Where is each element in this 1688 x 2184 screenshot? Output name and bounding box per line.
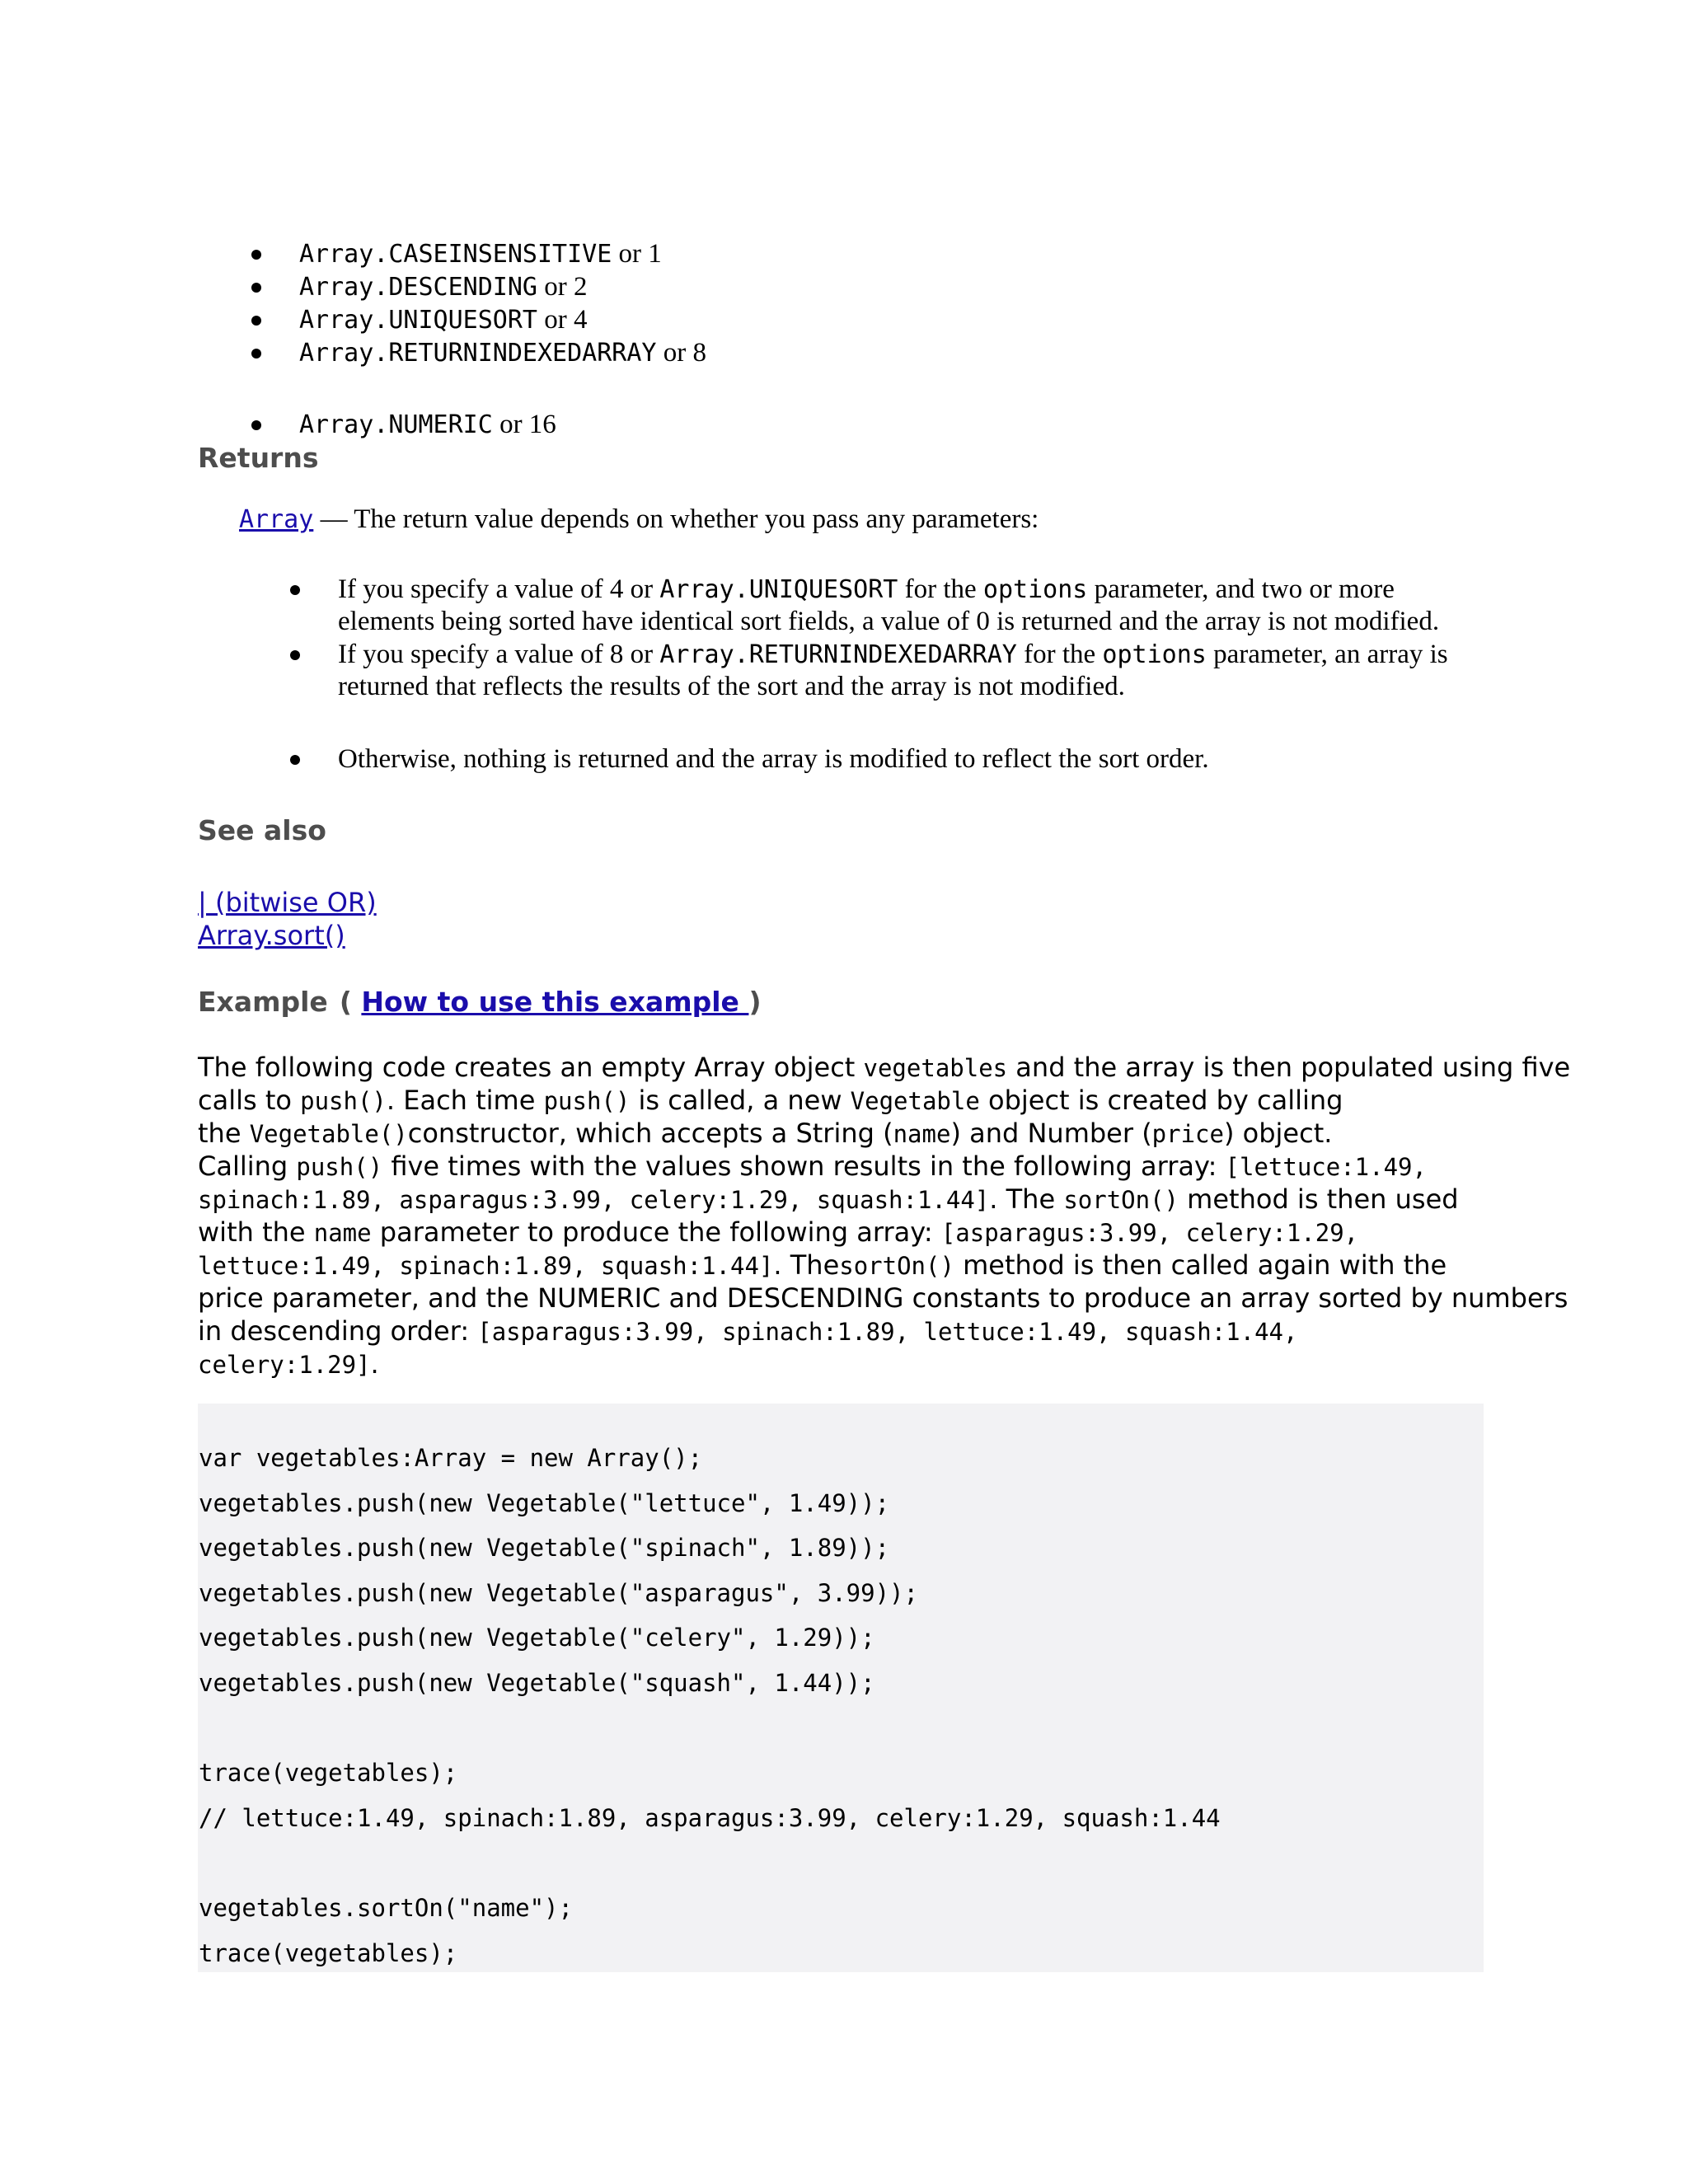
inline-code: [asparagus:3.99, celery:1.29, xyxy=(940,1219,1359,1247)
text: parameter, and two or more xyxy=(1087,574,1395,604)
bullet xyxy=(251,316,261,326)
paren: ) xyxy=(748,986,762,1018)
text: with the xyxy=(198,1216,314,1248)
paren: ( xyxy=(339,986,362,1018)
code-text: options xyxy=(1102,640,1207,669)
returns-item-2-line-1 xyxy=(338,640,1448,670)
code-line: vegetables.push(new Vegetable("spinach", 1.89)); xyxy=(199,1534,890,1563)
text: . The xyxy=(989,1183,1064,1215)
list-item xyxy=(299,305,587,335)
option-value: or 16 xyxy=(492,410,556,439)
option-value: or 2 xyxy=(537,272,588,302)
text: and the array is then populated using five xyxy=(1007,1052,1571,1083)
option-code: Array.RETURNINDEXEDARRAY xyxy=(299,339,657,368)
text: for the xyxy=(898,574,983,604)
text: in descending order: xyxy=(198,1315,478,1347)
inline-code: name xyxy=(893,1120,951,1148)
example-paragraph-line xyxy=(198,1216,1358,1248)
see-also-link-bitwise-or[interactable] xyxy=(198,887,377,918)
bullet xyxy=(251,250,261,260)
example-paragraph-line xyxy=(198,1151,1427,1182)
how-to-use-example-link[interactable]: How to use this example xyxy=(361,986,749,1018)
bullet xyxy=(290,650,300,660)
array-type-link[interactable]: Array xyxy=(239,505,314,534)
example-paragraph-line xyxy=(198,1118,1332,1149)
bullet xyxy=(251,283,261,293)
example-title: Example xyxy=(198,986,328,1018)
returns-item-2-line-2: returned that reflects the results of the sort and the array is not modified. xyxy=(338,672,1125,701)
option-code: Array.NUMERIC xyxy=(299,410,493,439)
inline-code: vegetables xyxy=(863,1054,1008,1082)
example-paragraph-line xyxy=(198,1315,1297,1347)
code-line: trace(vegetables); xyxy=(199,1938,458,1967)
example-paragraph-line xyxy=(198,1249,1447,1281)
returns-item-3: Otherwise, nothing is returned and the array is modified to reflect the sort order. xyxy=(338,744,1209,774)
returns-intro xyxy=(239,504,1039,535)
text: . xyxy=(370,1348,379,1380)
text: five times with the values shown results in the following array: xyxy=(382,1151,1226,1182)
bullet xyxy=(251,349,261,359)
text: ) object. xyxy=(1223,1118,1333,1149)
text: object is created by calling xyxy=(979,1085,1343,1116)
inline-code: lettuce:1.49, spinach:1.89, squash:1.44] xyxy=(198,1252,774,1280)
inline-code: [asparagus:3.99, spinach:1.89, lettuce:1.49, squash:1.44, xyxy=(477,1318,1298,1346)
option-value: or 1 xyxy=(612,239,662,269)
inline-code: push() xyxy=(543,1087,631,1115)
text: calls to xyxy=(198,1085,301,1116)
example-paragraph-line xyxy=(198,1183,1459,1215)
text: If you specify a value of 8 or xyxy=(338,640,660,669)
code-line: vegetables.push(new Vegetable("squash", 1.44)); xyxy=(199,1669,875,1697)
option-value: or 8 xyxy=(656,338,706,368)
inline-code: push() xyxy=(300,1087,387,1115)
text: price parameter, and the NUMERIC and DESCENDING constants to produce an array sorted by numbers xyxy=(198,1282,1568,1314)
inline-code: Vegetable xyxy=(850,1087,980,1115)
inline-code: push() xyxy=(296,1153,383,1181)
text: is called, a new xyxy=(630,1085,851,1116)
list-item xyxy=(299,410,556,440)
example-heading xyxy=(198,986,762,1018)
list-item xyxy=(299,272,587,302)
text: the xyxy=(198,1118,250,1149)
bullet xyxy=(290,585,300,595)
text: ) and Number ( xyxy=(950,1118,1152,1149)
option-value: or 4 xyxy=(537,305,588,335)
example-paragraph-line xyxy=(198,1348,379,1380)
code-line: var vegetables:Array = new Array(); xyxy=(199,1444,703,1472)
inline-code: sortOn() xyxy=(1063,1186,1179,1214)
inline-code: celery:1.29] xyxy=(198,1351,371,1379)
inline-code: spinach:1.89, asparagus:3.99, celery:1.29, squash:1.44] xyxy=(198,1186,990,1214)
inline-code: [lettuce:1.49, xyxy=(1225,1153,1427,1181)
code-text: options xyxy=(982,575,1088,604)
code-text: Array.UNIQUESORT xyxy=(659,575,898,604)
see-also-heading: See also xyxy=(198,814,326,846)
text: for the xyxy=(1016,640,1103,669)
returns-intro-text: — The return value depends on whether you pass any parameters: xyxy=(313,504,1039,534)
array-sort-link[interactable]: Array.sort() xyxy=(198,920,345,951)
example-paragraph-line xyxy=(198,1085,1343,1116)
bitwise-or-link[interactable]: | (bitwise OR) xyxy=(198,887,377,918)
code-line: vegetables.push(new Vegetable("asparagus", 3.99)); xyxy=(199,1578,918,1607)
code-line: vegetables.push(new Vegetable("lettuce", 1.49)); xyxy=(199,1488,890,1517)
text: . Each time xyxy=(386,1085,544,1116)
code-text: Array.RETURNINDEXEDARRAY xyxy=(659,640,1017,669)
text: If you specify a value of 4 or xyxy=(338,574,660,604)
option-code: Array.DESCENDING xyxy=(299,273,537,302)
option-code: Array.CASEINSENSITIVE xyxy=(299,240,612,269)
code-line: vegetables.push(new Vegetable("celery", 1.29)); xyxy=(199,1624,875,1652)
text: The following code creates an empty Array object xyxy=(198,1052,864,1083)
code-line: vegetables.sortOn("name"); xyxy=(199,1894,573,1922)
inline-code: sortOn() xyxy=(839,1252,954,1280)
inline-code: Vegetable() xyxy=(249,1120,408,1148)
text: Calling xyxy=(198,1151,297,1182)
example-paragraph-line xyxy=(198,1052,1570,1083)
option-code: Array.UNIQUESORT xyxy=(299,306,537,335)
see-also-link-array-sort[interactable] xyxy=(198,920,345,951)
text: parameter, an array is xyxy=(1206,640,1448,669)
list-item xyxy=(299,338,706,368)
inline-code: name xyxy=(313,1219,372,1247)
text: parameter to produce the following array: xyxy=(371,1216,941,1248)
returns-item-1-line-2: elements being sorted have identical sort fields, a value of 0 is returned and the array is not modified. xyxy=(338,607,1440,636)
text: . The xyxy=(773,1249,840,1281)
text: method is then called again with the xyxy=(954,1249,1447,1281)
returns-item-1-line-1 xyxy=(338,574,1395,605)
text: method is then used xyxy=(1179,1183,1459,1215)
code-line: // lettuce:1.49, spinach:1.89, asparagus:3.99, celery:1.29, squash:1.44 xyxy=(199,1803,1221,1832)
bullet xyxy=(251,420,261,430)
code-line: trace(vegetables); xyxy=(199,1759,458,1788)
returns-heading: Returns xyxy=(198,442,319,474)
list-item xyxy=(299,239,662,269)
inline-code: price xyxy=(1151,1120,1224,1148)
example-paragraph-line xyxy=(198,1282,1568,1314)
bullet xyxy=(290,755,300,765)
text: constructor, which accepts a String ( xyxy=(407,1118,893,1149)
